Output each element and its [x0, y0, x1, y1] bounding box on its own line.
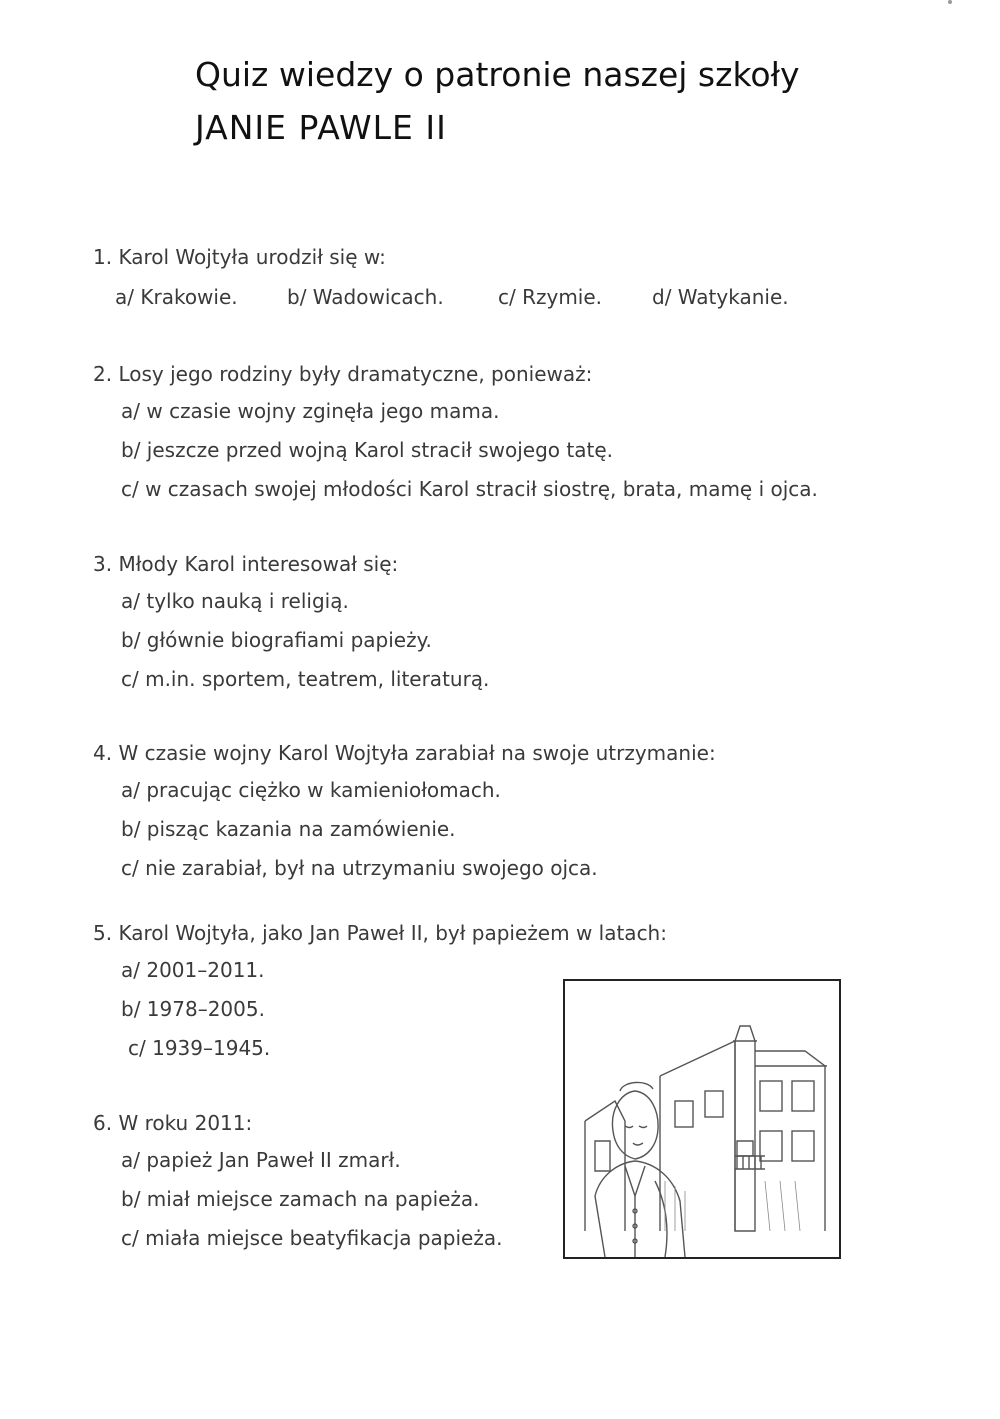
answer-a: a/ tylko nauką i religią.: [121, 589, 349, 613]
answer-b: b/ miał miejsce zamach na papieża.: [121, 1187, 480, 1211]
question-text: 5. Karol Wojtyła, jako Jan Paweł II, był papieżem w latach:: [93, 921, 667, 945]
answer-b: b/ głównie biografiami papieży.: [121, 628, 432, 652]
answer-c: c/ nie zarabiał, był na utrzymaniu swojego ojca.: [121, 856, 598, 880]
answer-c: c/ miała miejsce beatyfikacja papieża.: [121, 1226, 503, 1250]
quiz-title: Quiz wiedzy o patronie naszej szkoły: [195, 55, 800, 94]
answer-a: a/ pracując ciężko w kamieniołomach.: [121, 778, 501, 802]
answer-d: d/ Watykanie.: [652, 285, 789, 309]
question-text: 4. W czasie wojny Karol Wojtyła zarabiał na swoje utrzymanie:: [93, 741, 716, 765]
question-text: 3. Młody Karol interesował się:: [93, 552, 399, 576]
question-text: 1. Karol Wojtyła urodził się w:: [93, 245, 386, 269]
illustration-frame: [563, 979, 841, 1259]
answer-a: a/ 2001–2011.: [121, 958, 265, 982]
scan-speck: [948, 0, 952, 4]
answer-c: c/ w czasach swojej młodości Karol stracił siostrę, brata, mamę i ojca.: [121, 477, 818, 501]
question-text: 2. Losy jego rodziny były dramatyczne, ponieważ:: [93, 362, 593, 386]
answer-a: a/ w czasie wojny zginęła jego mama.: [121, 399, 500, 423]
answer-c: c/ Rzymie.: [498, 285, 603, 309]
quiz-subtitle: JANIE PAWLE II: [195, 108, 447, 147]
answer-b: b/ pisząc kazania na zamówienie.: [121, 817, 456, 841]
question-text: 6. W roku 2011:: [93, 1111, 253, 1135]
answer-c: c/ 1939–1945.: [128, 1036, 271, 1060]
answer-b: b/ Wadowicach.: [287, 285, 444, 309]
answer-c: c/ m.in. sportem, teatrem, literaturą.: [121, 667, 490, 691]
pope-and-house-drawing-icon: [565, 981, 839, 1257]
answer-b: b/ 1978–2005.: [121, 997, 265, 1021]
answer-b: b/ jeszcze przed wojną Karol stracił swojego tatę.: [121, 438, 613, 462]
answer-a: a/ papież Jan Paweł II zmarł.: [121, 1148, 401, 1172]
answer-a: a/ Krakowie.: [115, 285, 238, 309]
